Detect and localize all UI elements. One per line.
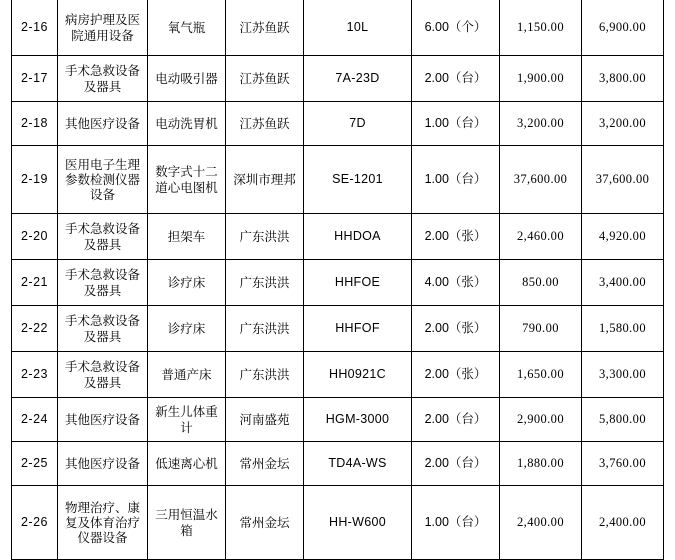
equipment-category: 物理治疗、康复及体育治疗仪器设备 [58, 486, 148, 560]
equipment-brand: 江苏鱼跃 [226, 56, 304, 102]
equipment-brand: 广东洪洪 [226, 352, 304, 398]
equipment-category: 手术急救设备及器具 [58, 352, 148, 398]
row-number: 2-23 [12, 352, 58, 398]
unit-price: 1,150.00 [500, 0, 582, 56]
equipment-name: 诊疗床 [148, 306, 226, 352]
amount-total: 1,580.00 [582, 306, 664, 352]
unit-price: 1,900.00 [500, 56, 582, 102]
equipment-category: 医用电子生理参数检测仪器设备 [58, 146, 148, 214]
equipment-model: TD4A-WS [304, 442, 412, 486]
unit-price: 1,880.00 [500, 442, 582, 486]
equipment-name: 氧气瓶 [148, 0, 226, 56]
amount-total: 2,400.00 [582, 486, 664, 560]
equipment-table [11, 0, 664, 560]
equipment-brand: 常州金坛 [226, 442, 304, 486]
amount-total: 37,600.00 [582, 146, 664, 214]
equipment-model: HH0921C [304, 352, 412, 398]
row-number: 2-24 [12, 398, 58, 442]
equipment-model: HH-W600 [304, 486, 412, 560]
amount-total: 3,300.00 [582, 352, 664, 398]
row-number: 2-26 [12, 486, 58, 560]
equipment-quantity: 1.00（台） [412, 486, 500, 560]
equipment-name: 诊疗床 [148, 260, 226, 306]
equipment-brand: 深圳市理邦 [226, 146, 304, 214]
row-number: 2-16 [12, 0, 58, 56]
unit-price: 1,650.00 [500, 352, 582, 398]
equipment-model: 10L [304, 0, 412, 56]
unit-price: 2,400.00 [500, 486, 582, 560]
amount-total: 6,900.00 [582, 0, 664, 56]
table-row [12, 442, 664, 486]
amount-total: 5,800.00 [582, 398, 664, 442]
unit-price: 37,600.00 [500, 146, 582, 214]
amount-total: 3,200.00 [582, 102, 664, 146]
unit-price: 850.00 [500, 260, 582, 306]
equipment-quantity: 4.00（张） [412, 260, 500, 306]
equipment-model: HHFOF [304, 306, 412, 352]
row-number: 2-20 [12, 214, 58, 260]
equipment-quantity: 2.00（台） [412, 398, 500, 442]
table-row [12, 146, 664, 214]
equipment-name: 新生儿体重计 [148, 398, 226, 442]
unit-price: 3,200.00 [500, 102, 582, 146]
amount-total: 3,400.00 [582, 260, 664, 306]
equipment-quantity: 2.00（台） [412, 442, 500, 486]
equipment-model: SE-1201 [304, 146, 412, 214]
table-row [12, 0, 664, 56]
equipment-quantity: 2.00（张） [412, 306, 500, 352]
table-row [12, 306, 664, 352]
amount-total: 4,920.00 [582, 214, 664, 260]
equipment-model: 7A-23D [304, 56, 412, 102]
equipment-brand: 江苏鱼跃 [226, 0, 304, 56]
row-number: 2-25 [12, 442, 58, 486]
table-row [12, 102, 664, 146]
equipment-name: 担架车 [148, 214, 226, 260]
equipment-category: 手术急救设备及器具 [58, 56, 148, 102]
equipment-name: 电动洗胃机 [148, 102, 226, 146]
row-number: 2-17 [12, 56, 58, 102]
equipment-name: 数字式十二道心电图机 [148, 146, 226, 214]
equipment-category: 手术急救设备及器具 [58, 306, 148, 352]
amount-total: 3,760.00 [582, 442, 664, 486]
table-body [12, 0, 664, 560]
table-row [12, 56, 664, 102]
row-number: 2-21 [12, 260, 58, 306]
equipment-quantity: 1.00（台） [412, 102, 500, 146]
equipment-name: 电动吸引器 [148, 56, 226, 102]
equipment-model: 7D [304, 102, 412, 146]
equipment-quantity: 2.00（张） [412, 352, 500, 398]
equipment-category: 其他医疗设备 [58, 442, 148, 486]
unit-price: 2,460.00 [500, 214, 582, 260]
equipment-model: HGM-3000 [304, 398, 412, 442]
equipment-model: HHFOE [304, 260, 412, 306]
equipment-category: 其他医疗设备 [58, 102, 148, 146]
equipment-category: 手术急救设备及器具 [58, 214, 148, 260]
equipment-brand: 河南盛苑 [226, 398, 304, 442]
table-row [12, 398, 664, 442]
equipment-quantity: 2.00（台） [412, 56, 500, 102]
equipment-name: 三用恒温水箱 [148, 486, 226, 560]
equipment-category: 其他医疗设备 [58, 398, 148, 442]
equipment-category: 病房护理及医院通用设备 [58, 0, 148, 56]
equipment-name: 普通产床 [148, 352, 226, 398]
table-row [12, 352, 664, 398]
table-row [12, 214, 664, 260]
equipment-name: 低速离心机 [148, 442, 226, 486]
equipment-brand: 广东洪洪 [226, 214, 304, 260]
equipment-quantity: 1.00（台） [412, 146, 500, 214]
table-row [12, 260, 664, 306]
table-row [12, 486, 664, 560]
equipment-quantity: 2.00（张） [412, 214, 500, 260]
amount-total: 3,800.00 [582, 56, 664, 102]
equipment-quantity: 6.00（个） [412, 0, 500, 56]
unit-price: 790.00 [500, 306, 582, 352]
equipment-brand: 广东洪洪 [226, 260, 304, 306]
unit-price: 2,900.00 [500, 398, 582, 442]
equipment-brand: 广东洪洪 [226, 306, 304, 352]
row-number: 2-19 [12, 146, 58, 214]
row-number: 2-18 [12, 102, 58, 146]
row-number: 2-22 [12, 306, 58, 352]
equipment-brand: 常州金坛 [226, 486, 304, 560]
equipment-model: HHDOA [304, 214, 412, 260]
equipment-category: 手术急救设备及器具 [58, 260, 148, 306]
equipment-brand: 江苏鱼跃 [226, 102, 304, 146]
